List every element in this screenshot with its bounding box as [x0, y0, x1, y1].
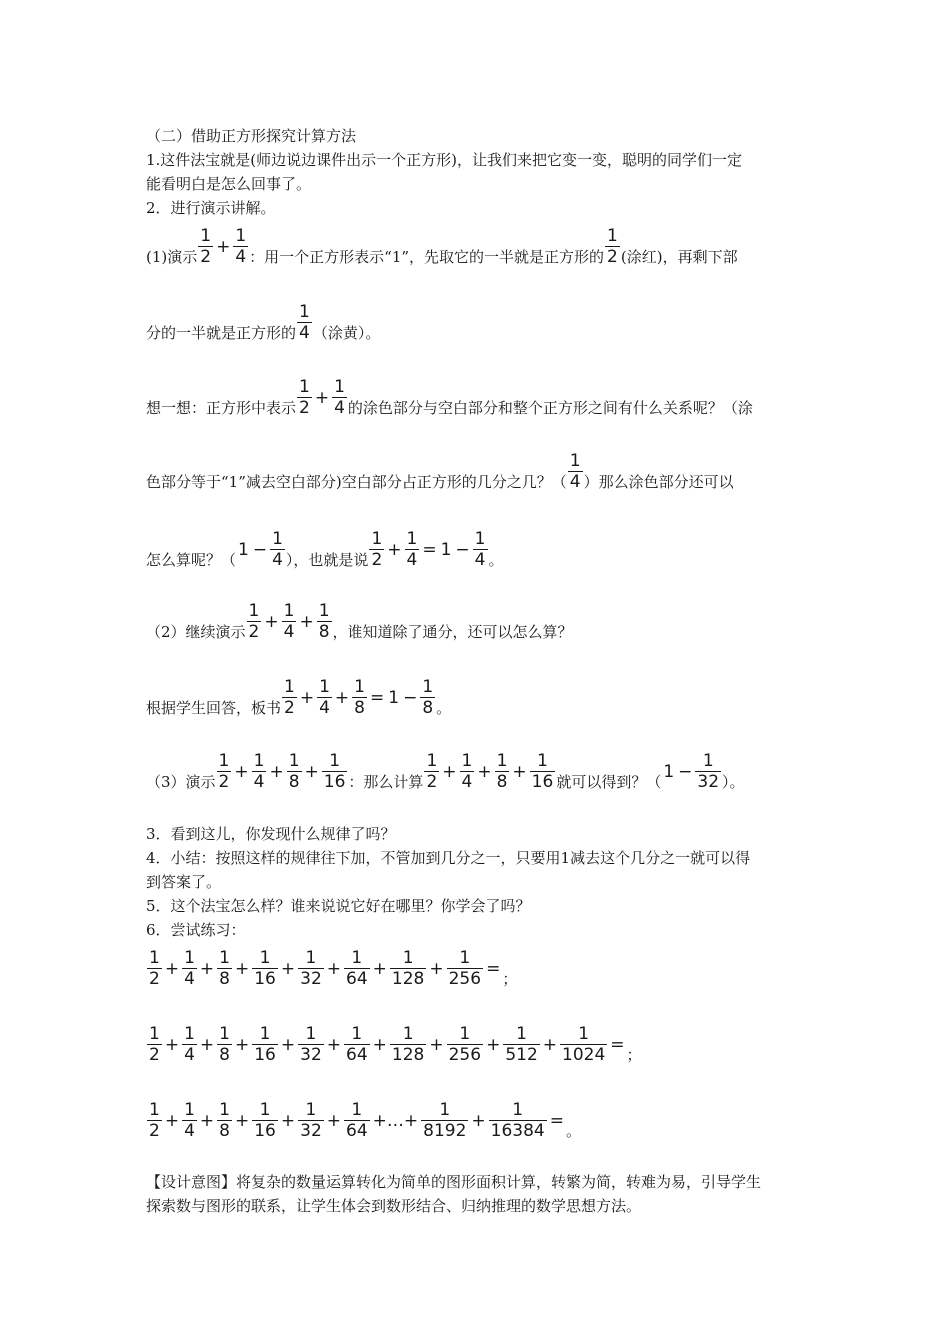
operator: + — [199, 1110, 215, 1131]
numerator: 1 — [283, 601, 295, 621]
fraction — [298, 1100, 324, 1141]
demo1-prefix: (1)演示 — [146, 248, 198, 266]
numerator: 1 — [459, 948, 471, 968]
denominator: 8 — [219, 1121, 230, 1141]
operator: 1 — [663, 761, 675, 782]
denominator: 32 — [300, 969, 322, 989]
fraction — [322, 751, 348, 792]
numerator: 1 — [149, 1024, 160, 1044]
denominator: 64 — [346, 1121, 368, 1141]
board-line — [146, 677, 451, 718]
operator: + — [234, 1110, 250, 1131]
denominator: 32 — [697, 772, 720, 792]
numerator: 1 — [299, 377, 310, 397]
design-intent-block — [146, 1170, 810, 1218]
numerator: 1 — [259, 1024, 271, 1044]
denominator: 2 — [149, 969, 160, 989]
numerator: 1 — [259, 1100, 271, 1120]
think-line3-end: 。 — [488, 551, 504, 569]
paragraph-6: 6．尝试练习： — [146, 921, 246, 939]
demo3-end: ）。 — [722, 773, 745, 791]
denominator: 64 — [346, 969, 368, 989]
denominator: 2 — [149, 1121, 160, 1141]
exercise-1-expression — [146, 948, 502, 989]
denominator: 64 — [346, 1045, 368, 1065]
denominator: 4 — [235, 247, 247, 267]
numerator: 1 — [569, 451, 581, 471]
operator: + — [429, 958, 444, 979]
think-line2-tail: ）那么涂色部分还可以 — [583, 473, 734, 491]
exercise-1 — [146, 948, 517, 989]
operator: + — [326, 1110, 342, 1131]
demo3-question: 就可以得到？（ — [556, 773, 662, 791]
operator: − — [455, 539, 470, 560]
fraction — [695, 751, 721, 792]
denominator: 4 — [184, 1121, 195, 1141]
fraction — [297, 377, 312, 418]
think-line2-text: 色部分等于“1”减去空白部分)空白部分占正方形的几分之几？（ — [146, 473, 567, 491]
denominator: 8 — [318, 622, 330, 642]
numerator: 1 — [288, 751, 300, 771]
operator: + — [314, 387, 330, 408]
denominator: 2 — [200, 247, 212, 267]
demo3-prefix: （3）演示 — [146, 773, 216, 791]
operator: + — [372, 1034, 387, 1055]
fraction — [182, 948, 197, 989]
numerator: 1 — [422, 677, 434, 697]
fraction — [344, 1100, 370, 1141]
fraction — [352, 677, 367, 718]
operator: + — [326, 1034, 342, 1055]
demo3-one-minus — [661, 751, 722, 792]
numerator: 1 — [351, 1024, 363, 1044]
operator: − — [678, 761, 693, 782]
fraction — [605, 226, 620, 267]
denominator: 1024 — [562, 1045, 606, 1065]
denominator: 8 — [496, 772, 508, 792]
numerator: 1 — [461, 751, 473, 771]
denominator: 8 — [219, 1045, 230, 1065]
numerator: 1 — [219, 948, 230, 968]
numerator: 1 — [402, 948, 414, 968]
numerator: 1 — [149, 1100, 160, 1120]
operator: − — [252, 539, 268, 560]
numerator: 1 — [354, 677, 365, 697]
operator: + — [542, 1034, 558, 1055]
operator: + — [234, 1034, 250, 1055]
numerator: 1 — [474, 529, 486, 549]
paragraph-5: 5．这个法宝怎么样？谁来说说它好在哪里？你学会了吗？ — [146, 897, 531, 915]
numerator: 1 — [329, 751, 341, 771]
exercise-2-end: ； — [626, 1046, 642, 1064]
fraction — [344, 948, 370, 989]
numerator: 1 — [496, 751, 508, 771]
operator: + — [429, 1034, 444, 1055]
section-title: （二）借助正方形探究计算方法 — [146, 127, 357, 145]
demo1-quarter-fraction — [296, 302, 313, 343]
denominator: 4 — [334, 398, 345, 418]
demo1-line-2 — [146, 302, 380, 343]
think-line-1 — [146, 377, 753, 418]
denominator: 8 — [354, 698, 365, 718]
fraction — [282, 677, 297, 718]
denominator: 4 — [461, 772, 473, 792]
operator: + — [304, 761, 319, 782]
fraction — [217, 751, 232, 792]
fraction — [420, 677, 435, 718]
numerator: 1 — [439, 1100, 451, 1120]
numerator: 1 — [219, 1024, 230, 1044]
think-line-2 — [146, 451, 734, 492]
fraction — [560, 1024, 607, 1065]
numerator: 1 — [272, 529, 283, 549]
operator: + — [199, 958, 215, 979]
operator: 1 — [238, 539, 249, 560]
denominator: 32 — [300, 1121, 322, 1141]
operator: + — [486, 1034, 501, 1055]
denominator: 256 — [448, 969, 482, 989]
operator: = — [486, 958, 501, 979]
denominator: 8192 — [423, 1121, 467, 1141]
numerator: 1 — [607, 226, 618, 246]
fraction — [424, 751, 439, 792]
operator: + — [264, 611, 279, 632]
numerator: 1 — [459, 1024, 471, 1044]
fraction — [217, 1100, 232, 1141]
paragraph-1-line-1: 1.这件法宝就是(师边说边课件出示一个正方形)，让我们来把它变一变，聪明的同学们一定 — [146, 151, 743, 169]
numerator: 1 — [351, 948, 363, 968]
operator: + — [164, 1034, 180, 1055]
numerator: 1 — [319, 677, 330, 697]
numerator: 1 — [259, 948, 271, 968]
fraction — [297, 302, 312, 343]
fraction — [447, 1024, 483, 1065]
demo1-tail-text: (涂红)，再剩下部 — [620, 248, 738, 266]
fraction — [252, 948, 278, 989]
board-equation — [281, 677, 436, 718]
denominator: 8 — [288, 772, 300, 792]
fraction — [217, 1024, 232, 1065]
numerator: 1 — [253, 751, 265, 771]
fraction — [460, 751, 475, 792]
denominator: 32 — [300, 1045, 322, 1065]
denominator: 16 — [254, 1045, 276, 1065]
numerator: 1 — [305, 1100, 317, 1120]
fraction — [473, 529, 488, 570]
denominator: 2 — [607, 247, 618, 267]
paragraph-3: 3．看到这儿，你发现什么规律了吗？ — [146, 825, 396, 843]
fraction — [217, 948, 232, 989]
denominator: 16 — [323, 772, 346, 792]
operator: + — [387, 539, 402, 560]
denominator: 16384 — [490, 1121, 545, 1141]
fraction — [568, 451, 583, 492]
intro-block — [146, 124, 810, 220]
operator: 1 — [440, 539, 452, 560]
demo3-mid-text: ：那么计算 — [348, 773, 424, 791]
operator: + — [512, 761, 527, 782]
numerator: 1 — [402, 1024, 414, 1044]
operator: + — [477, 761, 492, 782]
fraction — [390, 1024, 426, 1065]
fraction — [282, 601, 297, 642]
numerator: 1 — [235, 226, 247, 246]
think-equation — [368, 529, 488, 570]
numerator: 1 — [299, 302, 310, 322]
fraction — [270, 529, 285, 570]
fraction — [503, 1024, 539, 1065]
exercise-3 — [146, 1100, 581, 1141]
fraction — [147, 1024, 162, 1065]
fraction — [421, 1100, 468, 1141]
denominator: 128 — [391, 1045, 425, 1065]
demo1-line2-text: 分的一半就是正方形的 — [146, 324, 297, 342]
think-line-3 — [146, 529, 504, 570]
fraction — [287, 751, 302, 792]
operator: + — [280, 1034, 296, 1055]
operator: + — [471, 1110, 486, 1131]
think-expression — [296, 377, 348, 418]
fraction — [390, 948, 426, 989]
denominator: 4 — [474, 550, 486, 570]
design-intent-line-1: 【设计意图】将复杂的数量运算转化为简单的图形面积计算，转繁为简，转难为易，引导学生 — [146, 1173, 762, 1191]
board-end: 。 — [436, 699, 452, 717]
demo1-line-1 — [146, 226, 738, 267]
numerator: 1 — [512, 1100, 524, 1120]
numerator: 1 — [200, 226, 212, 246]
design-intent-line-2: 探索数与图形的联系，让学生体会到数形结合、归纳推理的数学思想方法。 — [146, 1197, 642, 1215]
operator: − — [403, 687, 418, 708]
denominator: 4 — [319, 698, 330, 718]
think-quarter-fraction — [567, 451, 584, 492]
denominator: 2 — [248, 622, 260, 642]
operator: + — [269, 761, 284, 782]
denominator: 2 — [218, 772, 230, 792]
think-question: 的涂色部分与空白部分和整个正方形之间有什么关系呢？（涂 — [347, 399, 753, 417]
denominator: 8 — [422, 698, 434, 718]
exercise-2 — [146, 1024, 642, 1065]
fraction — [369, 529, 384, 570]
operator: + — [280, 1110, 296, 1131]
fraction — [252, 1024, 278, 1065]
demo2-expression — [246, 601, 333, 642]
numerator: 1 — [516, 1024, 527, 1044]
fraction — [495, 751, 510, 792]
think-line3-mid: ），也就是说 — [285, 551, 369, 569]
operator: + — [442, 761, 457, 782]
denominator: 256 — [448, 1045, 482, 1065]
numerator: 1 — [702, 751, 714, 771]
numerator: 1 — [184, 1100, 195, 1120]
board-prefix: 根据学生回答，板书 — [146, 699, 282, 717]
operator: + — [299, 687, 315, 708]
demo2-line — [146, 601, 573, 642]
paragraph-4-line-1: 4．小结：按照这样的规律往下加，不管加到几分之一，只要用1减去这个几分之一就可以得 — [146, 849, 751, 867]
denominator: 16 — [254, 1121, 276, 1141]
fraction — [530, 751, 556, 792]
think-prefix: 想一想：正方形中表示 — [146, 399, 297, 417]
denominator: 2 — [284, 698, 295, 718]
numerator: 1 — [371, 529, 383, 549]
operator: + — [216, 236, 231, 257]
operator: + — [372, 958, 387, 979]
denominator: 4 — [272, 550, 283, 570]
demo2-question: ，谁知道除了通分，还可以怎么算？ — [332, 623, 573, 641]
numerator: 1 — [149, 948, 160, 968]
denominator: 2 — [426, 772, 438, 792]
denominator: 4 — [253, 772, 265, 792]
denominator: 8 — [219, 969, 230, 989]
numerator: 1 — [351, 1100, 363, 1120]
operator: + — [334, 687, 350, 708]
operator: + — [234, 761, 249, 782]
denominator: 4 — [283, 622, 295, 642]
fraction — [298, 948, 324, 989]
numerator: 1 — [537, 751, 548, 771]
numerator: 1 — [305, 1024, 317, 1044]
fraction — [447, 948, 483, 989]
numerator: 1 — [218, 751, 230, 771]
operator: +…+ — [372, 1110, 419, 1131]
fraction — [147, 1100, 162, 1141]
denominator: 512 — [505, 1045, 538, 1065]
numerator: 1 — [219, 1100, 230, 1120]
demo3-expression — [216, 751, 349, 792]
operator: + — [326, 958, 342, 979]
exercise-2-expression — [146, 1024, 627, 1065]
paragraph-4-line-2: 到答案了。 — [146, 873, 222, 891]
denominator: 16 — [254, 969, 276, 989]
denominator: 2 — [149, 1045, 160, 1065]
operator: + — [164, 958, 180, 979]
operator: + — [199, 1034, 215, 1055]
demo1-half-fraction — [604, 226, 621, 267]
fraction — [198, 226, 213, 267]
demo1-expression — [197, 226, 249, 267]
fraction — [247, 601, 262, 642]
fraction — [182, 1024, 197, 1065]
operator: 1 — [388, 687, 400, 708]
numerator: 1 — [305, 948, 317, 968]
fraction — [344, 1024, 370, 1065]
fraction — [147, 948, 162, 989]
exercise-3-expression — [146, 1100, 566, 1141]
exercise-3-end: 。 — [566, 1122, 582, 1140]
operator: = — [422, 539, 437, 560]
denominator: 2 — [371, 550, 383, 570]
exercise-1-end: ； — [502, 970, 518, 988]
fraction — [405, 529, 420, 570]
denominator: 4 — [299, 323, 310, 343]
fraction — [317, 601, 332, 642]
demo1-mid-text: ：用一个正方形表示“1”，先取它的一半就是正方形的 — [249, 248, 605, 266]
numerator: 1 — [248, 601, 260, 621]
numerator: 1 — [184, 1024, 195, 1044]
denominator: 2 — [299, 398, 310, 418]
fraction — [317, 677, 332, 718]
fraction — [252, 1100, 278, 1141]
demo1-line2-tail: （涂黄）。 — [312, 324, 381, 342]
numerator: 1 — [406, 529, 418, 549]
summary-block — [146, 822, 810, 942]
numerator: 1 — [578, 1024, 590, 1044]
denominator: 4 — [406, 550, 418, 570]
operator: + — [164, 1110, 180, 1131]
denominator: 4 — [184, 969, 195, 989]
denominator: 128 — [391, 969, 425, 989]
fraction — [252, 751, 267, 792]
denominator: 16 — [531, 772, 554, 792]
demo3-expression-2 — [423, 751, 556, 792]
operator: + — [280, 958, 296, 979]
think-line3-text: 怎么算呢？（ — [146, 551, 237, 569]
fraction — [233, 226, 248, 267]
numerator: 1 — [334, 377, 345, 397]
demo2-prefix: （2）继续演示 — [146, 623, 246, 641]
think-one-minus — [236, 529, 286, 570]
fraction — [182, 1100, 197, 1141]
numerator: 1 — [284, 677, 295, 697]
operator: + — [299, 611, 314, 632]
operator: + — [234, 958, 250, 979]
paragraph-2: 2．进行演示讲解。 — [146, 199, 276, 217]
numerator: 1 — [426, 751, 438, 771]
denominator: 4 — [184, 1045, 195, 1065]
numerator: 1 — [318, 601, 330, 621]
operator: = — [370, 687, 385, 708]
fraction — [298, 1024, 324, 1065]
operator: = — [549, 1110, 565, 1131]
paragraph-1-line-2: 能看明白是怎么回事了。 — [146, 175, 312, 193]
fraction — [489, 1100, 547, 1141]
demo3-line — [146, 751, 745, 792]
denominator: 4 — [569, 472, 581, 492]
operator: = — [610, 1034, 625, 1055]
fraction — [332, 377, 347, 418]
numerator: 1 — [184, 948, 195, 968]
